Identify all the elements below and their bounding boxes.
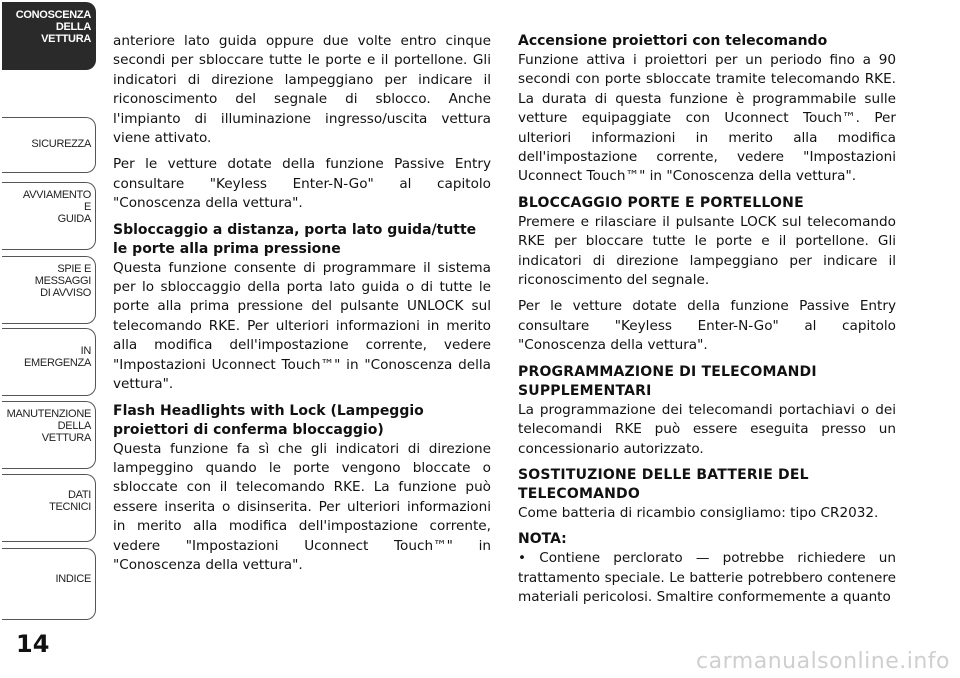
tab-spie-e-messaggi[interactable]	[2, 256, 96, 324]
tab-label-line: AVVIAMENTO	[22, 189, 91, 201]
tab-label-line: MANUTENZIONE	[6, 408, 91, 420]
paragraph: La programmazione dei telecomandi portachiavi o dei telecomandi RKE può essere eseguita presso un concessionario autorizzato.	[518, 401, 896, 457]
tab-dati-tecnici[interactable]	[2, 474, 96, 542]
bullet-paragraph: • Contiene perclorato — potrebbe richiedere un trattamento speciale. Le batterie potrebbero contenere materiali pericolosi. Smaltire conformemente a quanto	[518, 550, 896, 606]
tab-label-line: TECNICI	[49, 501, 91, 513]
paragraph: Come batteria di ricambio consigliamo: tipo CR2032.	[518, 504, 879, 521]
section-heading: Accensione proiettori con telecomando	[518, 33, 828, 49]
tab-label-line: GUIDA	[57, 213, 91, 225]
page-number: 14	[16, 630, 50, 658]
watermark: carmanualsonline.info	[696, 649, 950, 674]
tab-indice[interactable]	[2, 548, 96, 620]
tab-label-line: VETTURA	[41, 432, 91, 444]
tab-label-line: MESSAGGI	[34, 275, 91, 287]
tab-conoscenza-della-vettura[interactable]	[2, 2, 96, 70]
tab-label-line: IN	[80, 345, 91, 357]
section-heading: Flash Headlights with Lock (Lampeggio proiettori di conferma bloccaggio)	[113, 402, 424, 438]
tab-label-line: SPIE E	[57, 263, 91, 275]
tab-label-line: INDICE	[55, 573, 91, 585]
tab-manutenzione-della-vettura[interactable]	[2, 401, 96, 469]
paragraph: Questa funzione fa sì che gli indicatori di direzione lampeggino quando le porte vengono bloccate o sbloccate con il telecomando RKE. La funzione può essere inserita o disinserita. Per ulteriori informazioni in merito alla modifica dell'impostazione corrente, vedere "Impostazioni Uconnect Touch™" in "Conoscenza della vettura".	[113, 440, 491, 573]
tab-sicurezza[interactable]	[2, 117, 96, 173]
left-column	[113, 32, 491, 582]
tab-label-line: VETTURA	[41, 33, 91, 45]
note-heading: NOTA:	[518, 531, 567, 548]
section-heading: Sbloccaggio a distanza, porta lato guida/tutte le porte alla prima pressione	[113, 221, 477, 257]
tab-in-emergenza[interactable]	[2, 328, 96, 396]
tab-label-line: SICUREZZA	[31, 138, 91, 150]
tab-avviamento-e-guida[interactable]	[2, 182, 96, 250]
tab-label-line: DI AVVISO	[40, 287, 91, 299]
section-heading: PROGRAMMAZIONE DI TELECOMANDI SUPPLEMENTARI	[518, 363, 817, 399]
paragraph: anteriore lato guida oppure due volte entro cinque secondi per sbloccare tutte le porte e il portellone. Gli indicatori di direzione lampeggiano per indicare il riconoscimento del segnale di sblocco. Anche l'impianto di illuminazione ingresso/uscita vettura viene attivato.	[113, 33, 491, 147]
tab-label-line: DATI	[67, 489, 91, 501]
paragraph: Premere e rilasciare il pulsante LOCK sul telecomando RKE per bloccare tutte le porte e il portellone. Gli indicatori di direzione lampeggiano per indicare il riconoscimento del segnale.	[518, 213, 896, 289]
section-heading: BLOCCAGGIO PORTE E PORTELLONE	[518, 194, 804, 211]
tab-label-line: DELLA	[55, 21, 91, 33]
right-column	[518, 32, 896, 615]
tab-label-line: E	[83, 201, 91, 213]
tab-label-line: DELLA	[57, 420, 91, 432]
tab-label-line: CONOSCENZA	[15, 9, 91, 21]
chapter-tabs	[0, 0, 98, 640]
section-heading: SOSTITUZIONE DELLE BATTERIE DEL TELECOMANDO	[518, 466, 809, 502]
paragraph: Per le vetture dotate della funzione Passive Entry consultare "Keyless Enter-N-Go" al capitolo "Conoscenza della vettura".	[113, 156, 491, 212]
paragraph: Per le vetture dotate della funzione Passive Entry consultare "Keyless Enter-N-Go" al capitolo "Conoscenza della vettura".	[518, 298, 896, 354]
tab-label-line: EMERGENZA	[24, 357, 91, 369]
paragraph: Questa funzione consente di programmare il sistema per lo sbloccaggio della porta lato guida o di tutte le porte alla prima pressione del pulsante UNLOCK sul telecomando RKE. Per ulteriori informazioni in merito alla modifica dell'impostazione corrente, vedere "Impostazioni Uconnect Touch™" in "Conoscenza della vettura".	[113, 259, 491, 393]
paragraph: Funzione attiva i proiettori per un periodo fino a 90 secondi con porte sbloccate tramite telecomando RKE. La durata di questa funzione è programmabile sulle vetture equipaggiate con Uconnect Touch™. Per ulteriori informazioni in merito alla modifica dell'impostazione corrente, vedere "Impostazioni Uconnect Touch™" in "Conoscenza della vettura".	[518, 52, 896, 185]
